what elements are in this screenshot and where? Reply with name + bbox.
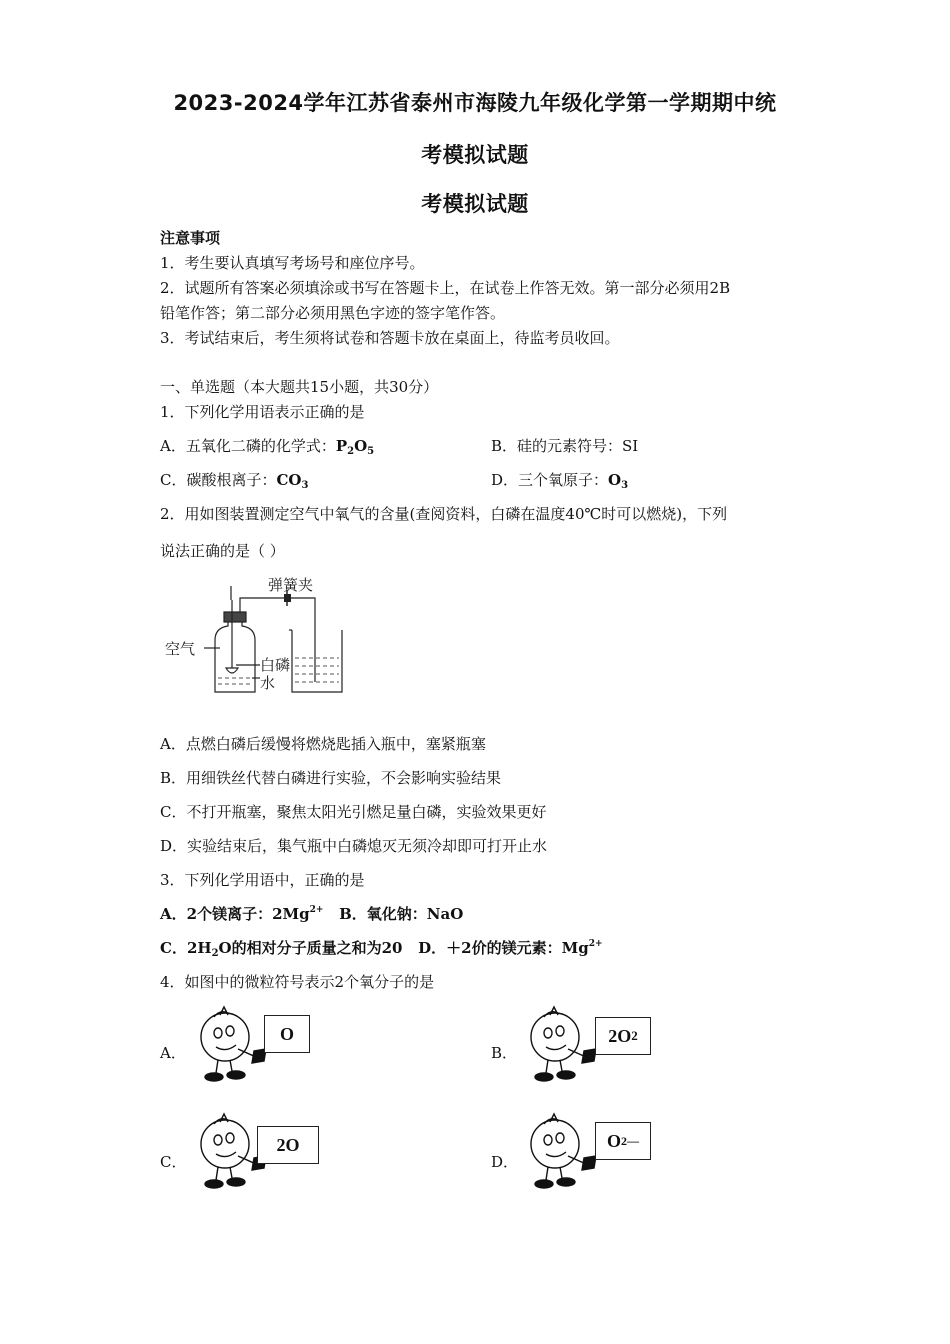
question-3-option-d: D．＋2价的镁元素：Mg [418, 939, 589, 957]
option-label: A．五氧化二磷的化学式： [160, 437, 336, 455]
water-label: 水 [260, 674, 276, 692]
particle-symbol: 2O [276, 1134, 300, 1155]
question-3-option-b: B．氧化钠：NaO [339, 905, 464, 923]
question-2-stem: 2．用如图装置测定空气中氧气的含量(查阅资料，白磷在温度40℃时可以燃烧)，下列 [160, 505, 728, 523]
question-1-option-d [491, 469, 628, 491]
beaker [292, 630, 342, 692]
question-1-option-a [160, 435, 374, 457]
question-3-options-cd [160, 937, 603, 959]
option-label: C．碳酸根离子： [160, 471, 277, 489]
question-4-option-label: D． [491, 1153, 519, 1171]
formula-subscript: 5 [367, 446, 375, 457]
question-3-stem: 3．下列化学用语中，正确的是 [160, 871, 365, 889]
formula-element: CO [276, 471, 302, 489]
question-4-option-label: C． [160, 1153, 187, 1171]
symbol-card [595, 1122, 651, 1160]
particle-symbol: O [279, 1023, 294, 1044]
option-label: D．三个氧原子： [491, 471, 609, 489]
formula-element: O [354, 437, 368, 455]
question-2-option-d: D．实验结束后，集气瓶中白磷熄灭无须冷却即可打开止水 [160, 837, 548, 855]
question-4-stem: 4．如图中的微粒符号表示2个氧分子的是 [160, 973, 435, 991]
notice-item: 铅笔作答；第二部分必须用黑色字迹的签字笔作答。 [160, 304, 506, 322]
page-title: 2023-2024学年江苏省泰州市海陵九年级化学第一学期期中统 [173, 91, 777, 115]
charge-superscript: 2— [621, 1133, 639, 1148]
notice-item: 3．考试结束后，考生须将试卷和答题卡放在桌面上，待监考员收回。 [160, 329, 620, 347]
charge-superscript: 2+ [588, 939, 603, 949]
clip-label: 弹簧夹 [268, 576, 314, 594]
question-3-option-c-rest: O的相对分子质量之和为20 [218, 939, 403, 957]
formula-element: O [608, 471, 622, 489]
symbol-card [595, 1017, 651, 1055]
formula-subscript: 3 [301, 480, 309, 491]
particle-symbol: 2O [608, 1025, 632, 1046]
notice-item: 2．试题所有答案必须填涂或书写在答题卡上，在试卷上作答无效。第一部分必须用2B [160, 279, 731, 297]
question-2-option-a: A．点燃白磷后缓慢将燃烧匙插入瓶中，塞紧瓶塞 [160, 735, 486, 753]
question-4-option-label: A． [160, 1044, 186, 1062]
phosphorus-label: 白磷 [260, 656, 291, 674]
question-2-option-c: C．不打开瓶塞，聚焦太阳光引燃足量白磷，实验效果更好 [160, 803, 547, 821]
section-heading: 一、单选题（本大题共15小题，共30分） [160, 378, 439, 396]
question-1-stem: 1．下列化学用语表示正确的是 [160, 403, 365, 421]
page-subtitle-repeat: 考模拟试题 [421, 192, 529, 216]
question-2-stem-cont: 说法正确的是（ ） [160, 542, 285, 560]
charge-superscript: 2+ [309, 905, 324, 915]
notice-item: 1．考生要认真填写考场号和座位序号。 [160, 254, 425, 272]
symbol-card [257, 1126, 319, 1164]
question-2-option-b: B．用细铁丝代替白磷进行实验，不会影响实验结果 [160, 769, 502, 787]
spoon [226, 668, 238, 673]
stopper [224, 612, 246, 622]
formula-subscript: 2 [211, 948, 219, 959]
question-4-option-label: B． [491, 1044, 518, 1062]
question-3-option-a: A．2个镁离子：2Mg [160, 905, 310, 923]
oxygen-apparatus-figure [160, 570, 360, 700]
formula-element: P [335, 437, 348, 455]
question-1-option-c [160, 469, 308, 491]
air-label: 空气 [165, 640, 196, 658]
symbol-card [264, 1015, 310, 1053]
formula-subscript: 3 [621, 480, 629, 491]
question-1-option-b: B．硅的元素符号：SI [491, 437, 639, 455]
question-3-option-c: C．2H [160, 939, 212, 957]
page-subtitle: 考模拟试题 [421, 143, 529, 167]
formula-subscript: 2 [631, 1028, 638, 1043]
question-3-options-ab [160, 903, 463, 924]
particle-symbol: O [606, 1130, 621, 1151]
notice-heading: 注意事项 [160, 229, 221, 247]
gas-bottle [215, 620, 255, 692]
formula-subscript: 2 [347, 446, 355, 457]
